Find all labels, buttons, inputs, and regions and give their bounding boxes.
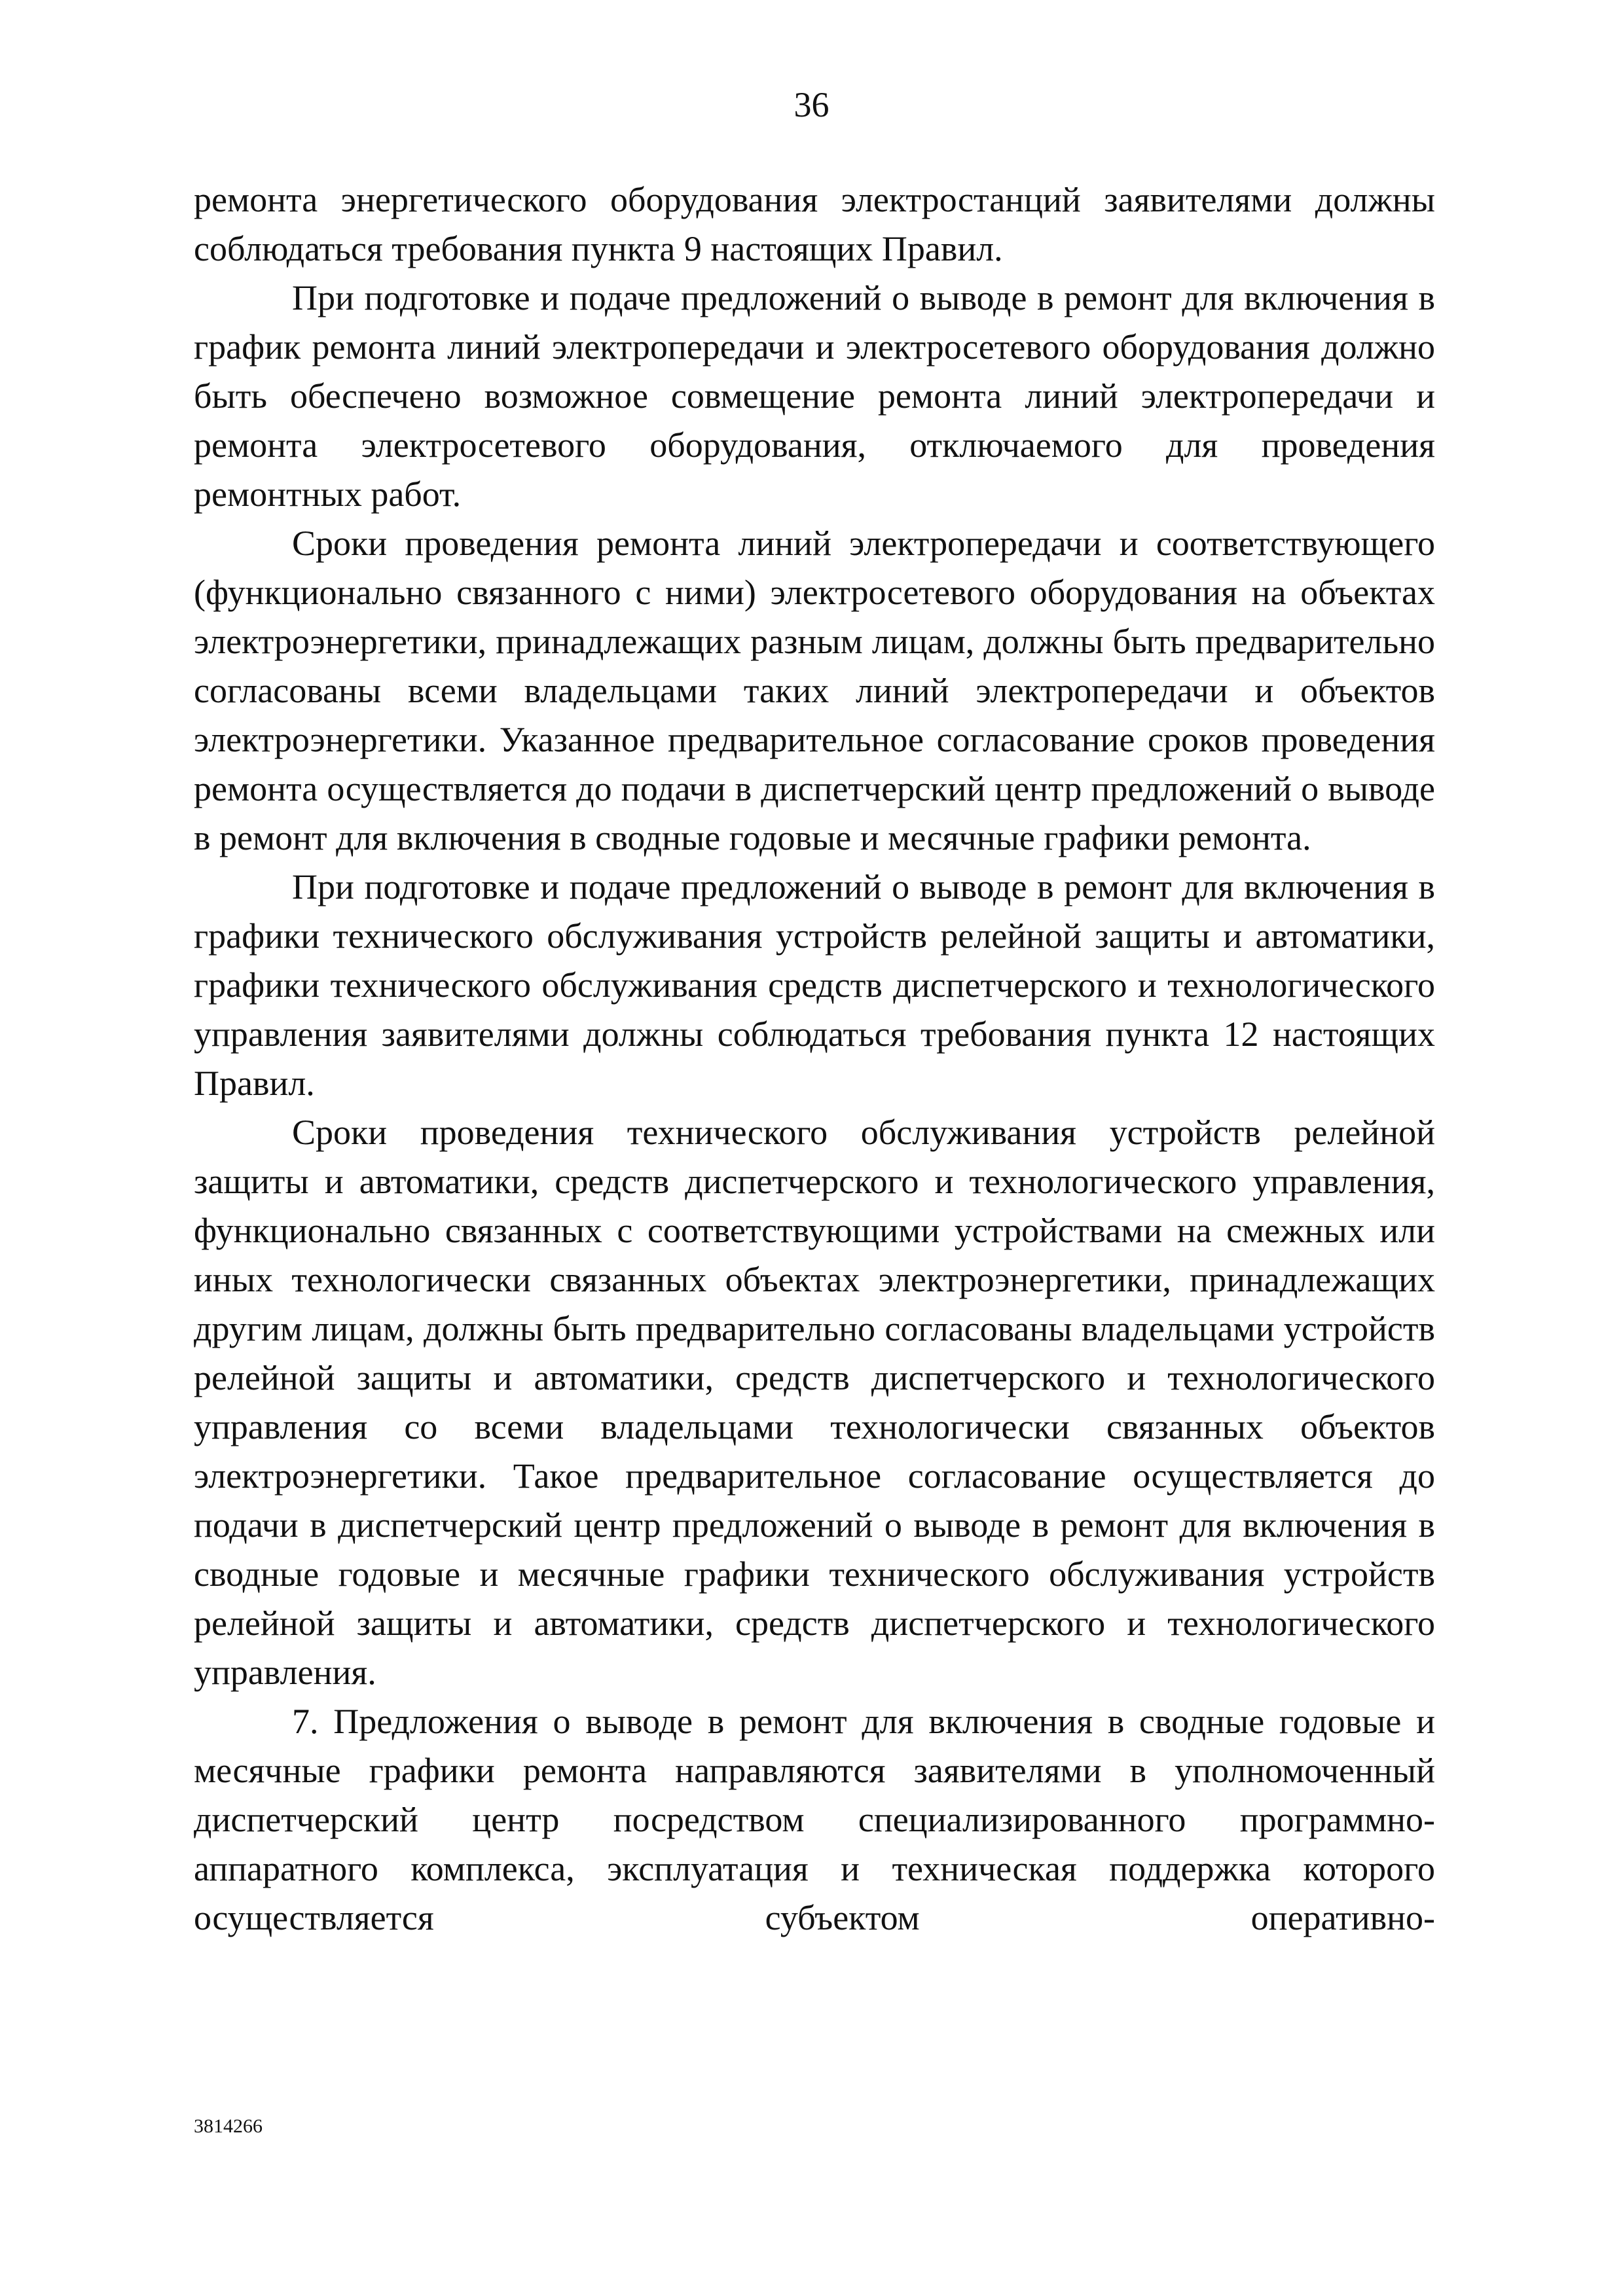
page-number: 36 — [793, 85, 830, 124]
paragraph-5: Сроки проведения технического обслуживания устройств релейной защиты и автоматики, средств диспетчерского и технологического управления, функционально связанных с соответствующими устройствами на смежных или иных технологически связанных объектах электроэнергетики, принадлежащих другим лицам, должны быть предварительно согласованы владельцами устройств релейной защиты и автоматики, средств диспетчерского и технологического управления со всеми владельцами технологически связанных объектов электроэнергетики. Такое предварительное согласование осуществляется до подачи в диспетчерский центр предложений о выводе в ремонт для включения в сводные годовые и месячные графики технического обслуживания устройств релейной защиты и автоматики, средств диспетчерского и технологического управления. — [194, 1113, 1435, 1692]
document-code: 3814266 — [194, 2115, 263, 2137]
document-body — [194, 175, 1435, 1943]
paragraph-2: При подготовке и подаче предложений о выводе в ремонт для включения в график ремонта линий электропередачи и электросетевого оборудования должно быть обеспечено возможное совмещение ремонта линий электропередачи и ремонта электросетевого оборудования, отключаемого для проведения ремонтных работ. — [194, 278, 1435, 514]
paragraph-6: 7. Предложения о выводе в ремонт для включения в сводные годовые и месячные графики ремонта направляются заявителями в уполномоченный диспетчерский центр посредством специализированного программно-аппаратного комплекса, эксплуатация и техническая поддержка которого осуществляется субъектом оперативно- — [194, 1702, 1435, 1937]
paragraph-3: Сроки проведения ремонта линий электропередачи и соответствующего (функционально связанного с ними) электросетевого оборудования на объектах электроэнергетики, принадлежащих разным лицам, должны быть предварительно согласованы всеми владельцами таких линий электропередачи и объектов электроэнергетики. Указанное предварительное согласование сроков проведения ремонта осуществляется до подачи в диспетчерский центр предложений о выводе в ремонт для включения в сводные годовые и месячные графики ремонта. — [194, 524, 1435, 857]
paragraph-4: При подготовке и подаче предложений о выводе в ремонт для включения в графики технического обслуживания устройств релейной защиты и автоматики, графики технического обслуживания средств диспетчерского и технологического управления заявителями должны соблюдаться требования пункта 12 настоящих Правил. — [194, 867, 1435, 1103]
paragraph-1: ремонта энергетического оборудования электростанций заявителями должны соблюдаться требования пункта 9 настоящих Правил. — [194, 180, 1435, 268]
